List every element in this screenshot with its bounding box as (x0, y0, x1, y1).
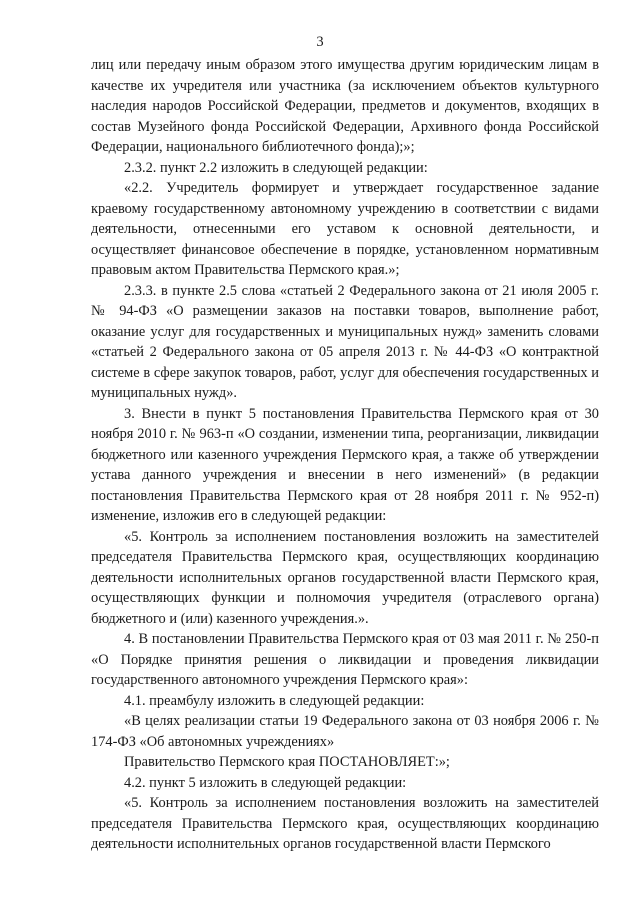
document-body (91, 55, 599, 855)
paragraph-postanovlyaet: Правительство Пермского края ПОСТАНОВЛЯЕТ:»; (124, 754, 450, 770)
paragraph-4-1: 4.1. преамбулу изложить в следующей редакции: (124, 692, 425, 709)
paragraph-2-3-3: 2.3.3. в пункте 2.5 слова «статьей 2 Федерального закона от 21 июля 2005 г. № 94-ФЗ «О размещении заказов на поставки товаров, выполнение работ, оказание услуг для государственных и муниципальных нужд» заменить словами «статьей 2 Федерального закона от 05 апреля 2013 г. № 44-ФЗ «О контрактной системе в сфере закупок товаров, работ, услуг для обеспечения государственных и муниципальных нужд». (91, 282, 599, 401)
paragraph-preamble-quote: «В целях реализации статьи 19 Федерального закона от 03 ноября 2006 г. № 174-ФЗ «Об автономных учреждениях» (91, 713, 599, 750)
paragraph-4: 4. В постановлении Правительства Пермского края от 03 мая 2011 г. № 250-п «О Порядке принятия решения о ликвидации и проведения ликвидации государственного автономного учреждения Пермского края»: (91, 631, 599, 688)
paragraph-quote-2-2: «2.2. Учредитель формирует и утверждает государственное задание краевому государственному автономному учреждению в соответствии с видами деятельности, отнесенными его уставом к основной деятельности, и осуществляет финансовое обеспечение в порядке, установленном нормативным правовым актом Правительства Пермского края.»; (91, 180, 599, 278)
paragraph-quote-5-second: «5. Контроль за исполнением постановления возложить на заместителей председателя Правительства Пермского края, осуществляющих координацию деятельности исполнительных органов государственной власти Пермского (91, 795, 599, 852)
paragraph-continuation: лиц или передачу иным образом этого имущества другим юридическим лицам в качестве их учредителя или участника (за исключением объектов культурного наследия народов Российской Федерации, предметов и документов, входящих в состав Музейного фонда Российской Федерации, Архивного фонда Российской Федерации, национального библиотечного фонда);»; (91, 57, 599, 155)
paragraph-4-2: 4.2. пункт 5 изложить в следующей редакции: (124, 774, 407, 791)
paragraph-2-3-2: 2.3.2. пункт 2.2 изложить в следующей редакции: (124, 159, 428, 176)
paragraph-3: 3. Внести в пункт 5 постановления Правительства Пермского края от 30 ноября 2010 г. № 963-п «О создании, изменении типа, реорганизации, ликвидации бюджетного или казенного учреждения Пермского края, а также об утверждении устава данного учреждения и внесении в него изменений» (в редакции постановления Правительства Пермского края от 28 ноября 2011 г. № 952-п) изменение, изложив его в следующей редакции: (91, 405, 599, 524)
page-number: 3 (316, 34, 324, 50)
paragraph-quote-5: «5. Контроль за исполнением постановления возложить на заместителей председателя Правительства Пермского края, осуществляющих координацию деятельности исполнительных органов государственной власти Пермского края, осуществляющих функции и полномочия учредителя (отраслевого органа) бюджетного и (или) казенного учреждения.». (91, 528, 599, 627)
